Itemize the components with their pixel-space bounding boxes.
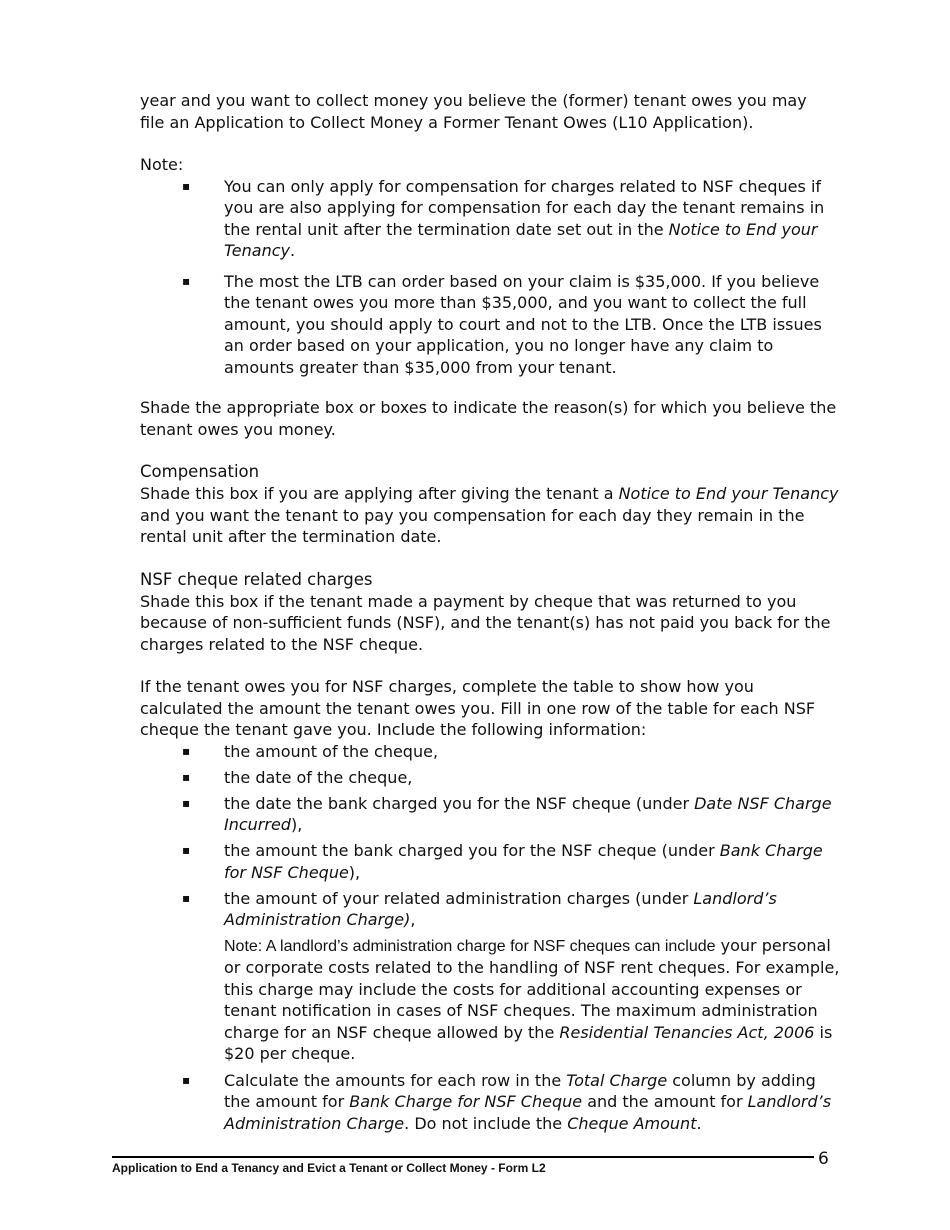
list-item: ▪ the amount of the cheque, <box>182 741 439 761</box>
bullet-icon: ▪ <box>182 273 191 288</box>
nsf-heading: NSF cheque related charges <box>140 569 373 589</box>
table-instruction: If the tenant owes you for NSF charges, complete the table to show how you calculated the amount the tenant owes you. Fill in one row of the table for each NSF cheque the tenant gave you. Include the following information: <box>140 677 816 739</box>
list-item: ▪ You can only apply for compensation for charges related to NSF cheques if you are also applying for compensation for each day the tenant remains in the rental unit after the termination date set out in the Notice to End your Tenancy. <box>182 176 825 260</box>
admin-charge-note: Note: A landlord’s administration charge for NSF cheques can include your personal or corporate costs related to the handling of NSF rent cheques. For example, this charge may include the costs for additional accounting expenses or tenant notification in cases of NSF cheques. The maximum administration charge for an NSF cheque allowed by the Residential Tenancies Act, 2006 is $20 per cheque. <box>224 935 840 1063</box>
bullet-icon: ▪ <box>182 1072 191 1087</box>
list-item: ▪ the amount of your related administration charges (under Landlord’s Administration Charge), <box>182 888 777 929</box>
bullet-icon: ▪ <box>182 743 191 758</box>
intro-line-2: file an Application to Collect Money a Former Tenant Owes (L10 Application). <box>140 112 754 132</box>
bullet-icon: ▪ <box>182 769 191 784</box>
bullet-icon: ▪ <box>182 890 191 905</box>
intro-line-1: year and you want to collect money you believe the (former) tenant owes you may <box>140 91 807 110</box>
shade-instruction: Shade the appropriate box or boxes to indicate the reason(s) for which you believe the tenant owes you money. <box>140 398 837 439</box>
list-item: ▪ the amount the bank charged you for the NSF cheque (under Bank Charge for NSF Cheque), <box>182 841 823 882</box>
list-item: ▪ Calculate the amounts for each row in the Total Charge column by adding the amount for Bank Charge for NSF Cheque and the amount for Landlord’s Administration Charge. Do not include the Cheque Amount. <box>182 1070 832 1133</box>
list-item: ▪ The most the LTB can order based on your claim is $35,000. If you believe the tenant owes you more than $35,000, and you want to collect the full amount, you should apply to court and not to the LTB. Once the LTB issues an order based on your application, you no longer have any claim to amounts greater than $35,000 from your tenant. <box>182 271 822 377</box>
compensation-paragraph: Shade this box if you are applying after giving the tenant a Notice to End your Tenancy and you want the tenant to pay you compensation for each day they remain in the rental unit after the termination date. <box>140 484 839 546</box>
compensation-heading: Compensation <box>140 462 260 481</box>
page-body <box>140 90 840 1139</box>
calculate-bullet-list <box>140 1070 840 1135</box>
page-number: 6 <box>818 1149 829 1169</box>
list-item: ▪ the date of the cheque, <box>182 767 413 787</box>
list-item: ▪ the date the bank charged you for the NSF cheque (under Date NSF Charge Incurred), <box>182 793 832 834</box>
bullet-icon: ▪ <box>182 795 191 810</box>
note-label: Note: <box>140 155 184 174</box>
bullet-icon: ▪ <box>182 843 191 857</box>
info-bullet-list <box>140 741 840 931</box>
nsf-paragraph: Shade this box if the tenant made a payment by cheque that was returned to you because of non-sufficient funds (NSF), and the tenant(s) has not paid you back for the charges related to the NSF cheque. <box>140 591 831 654</box>
intro-paragraph <box>140 90 840 133</box>
footer-title: Application to End a Tenancy and Evict a Tenant or Collect Money - Form L2 <box>112 1161 546 1175</box>
note-bullet-list <box>140 176 840 379</box>
footer-divider <box>112 1156 814 1158</box>
bullet-icon: ▪ <box>182 178 191 193</box>
